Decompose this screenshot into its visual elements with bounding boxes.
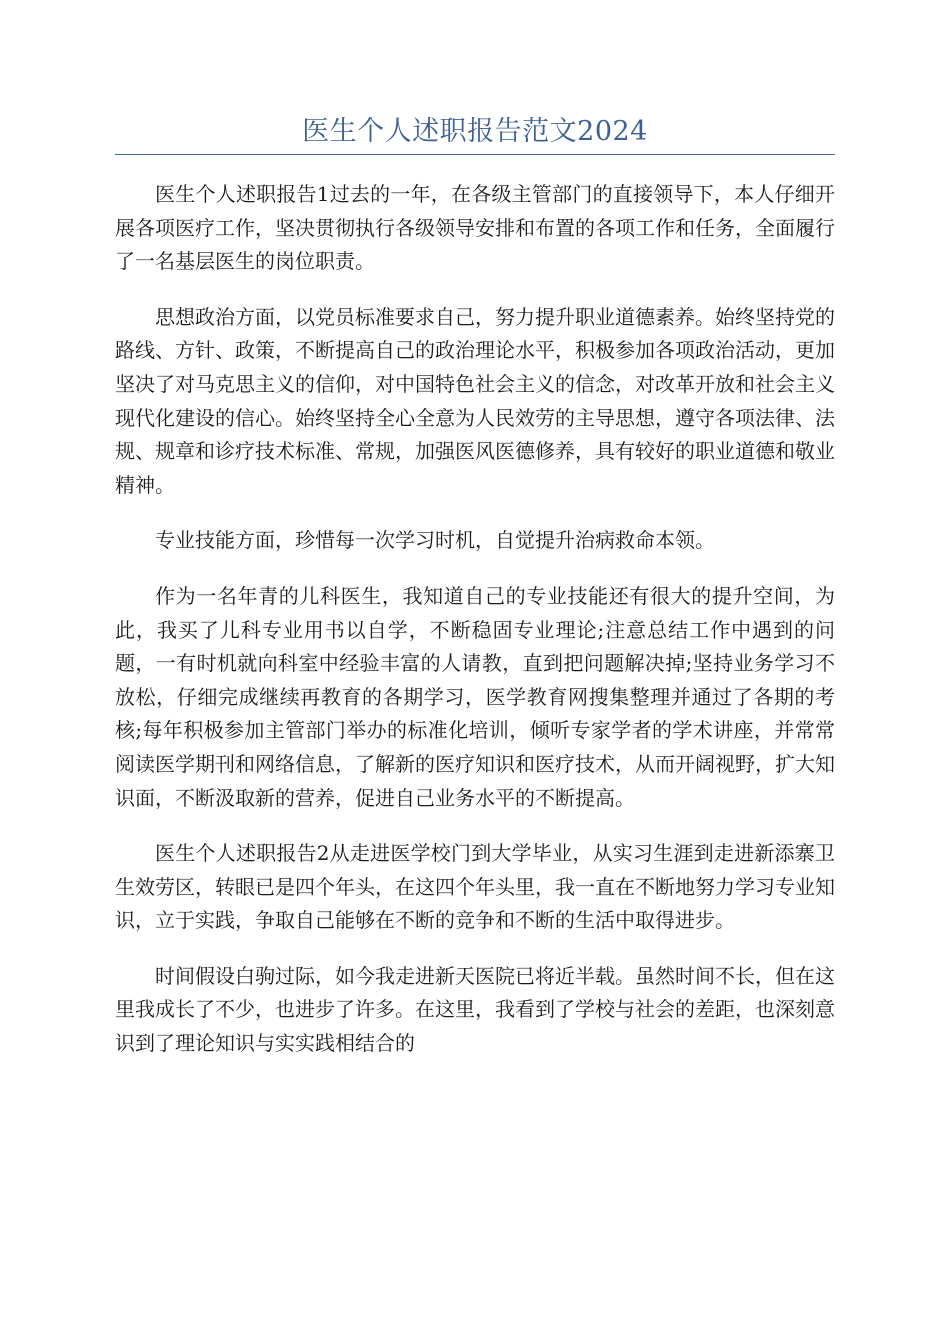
paragraph-4: 作为一名年青的儿科医生，我知道自己的专业技能还有很大的提升空间，为此，我买了儿科专业用书以自学，不断稳固专业理论;注意总结工作中遇到的问题，一有时机就向科室中经验丰富的人请教，直到把问题解决掉;坚持业务学习不放松，仔细完成继续再教育的各期学习，医学教育网搜集整理并通过了各期的考核;每年积极参加主管部门举办的标准化培训，倾听专家学者的学术讲座，并常常阅读医学期刊和网络信息，了解新的医疗知识和医疗技术，从而开阔视野，扩大知识面，不断汲取新的营养，促进自己业务水平的不断提高。 [115, 583, 835, 810]
document-body [115, 178, 835, 1083]
document-title: 医生个人述职报告范文2024 [302, 116, 648, 147]
paragraph-5: 医生个人述职报告2从走进医学校门到大学毕业，从实习生涯到走进新添寨卫生效劳区，转眼已是四个年头，在这四个年头里，我一直在不断地努力学习专业知识，立于实践，争取自己能够在不断的竞争和不断的生活中取得进步。 [115, 841, 835, 933]
paragraph-6: 时间假设白驹过际，如今我走进新天医院已将近半载。虽然时间不长，但在这里我成长了不少，也进步了许多。在这里，我看到了学校与社会的差距，也深刻意识到了理论知识与实实践相结合的 [115, 963, 835, 1056]
paragraph-1: 医生个人述职报告1过去的一年，在各级主管部门的直接领导下，本人仔细开展各项医疗工作，坚决贯彻执行各级领导安排和布置的各项工作和任务，全面履行了一名基层医生的岗位职责。 [115, 182, 835, 274]
paragraph-2: 思想政治方面，以党员标准要求自己，努力提升职业道德素养。始终坚持党的路线、方针、政策，不断提高自己的政治理论水平，积极参加各项政治活动，更加坚决了对马克思主义的信仰，对中国特色社会主义的信念，对改革开放和社会主义现代化建设的信心。始终坚持全心全意为人民效劳的主导思想，遵守各项法律、法规、规章和诊疗技术标准、常规，加强医风医德修养，具有较好的职业道德和敬业精神。 [115, 304, 835, 497]
title-underline [115, 154, 835, 155]
paragraph-3: 专业技能方面，珍惜每一次学习时机，自觉提升治病救命本领。 [155, 528, 715, 553]
